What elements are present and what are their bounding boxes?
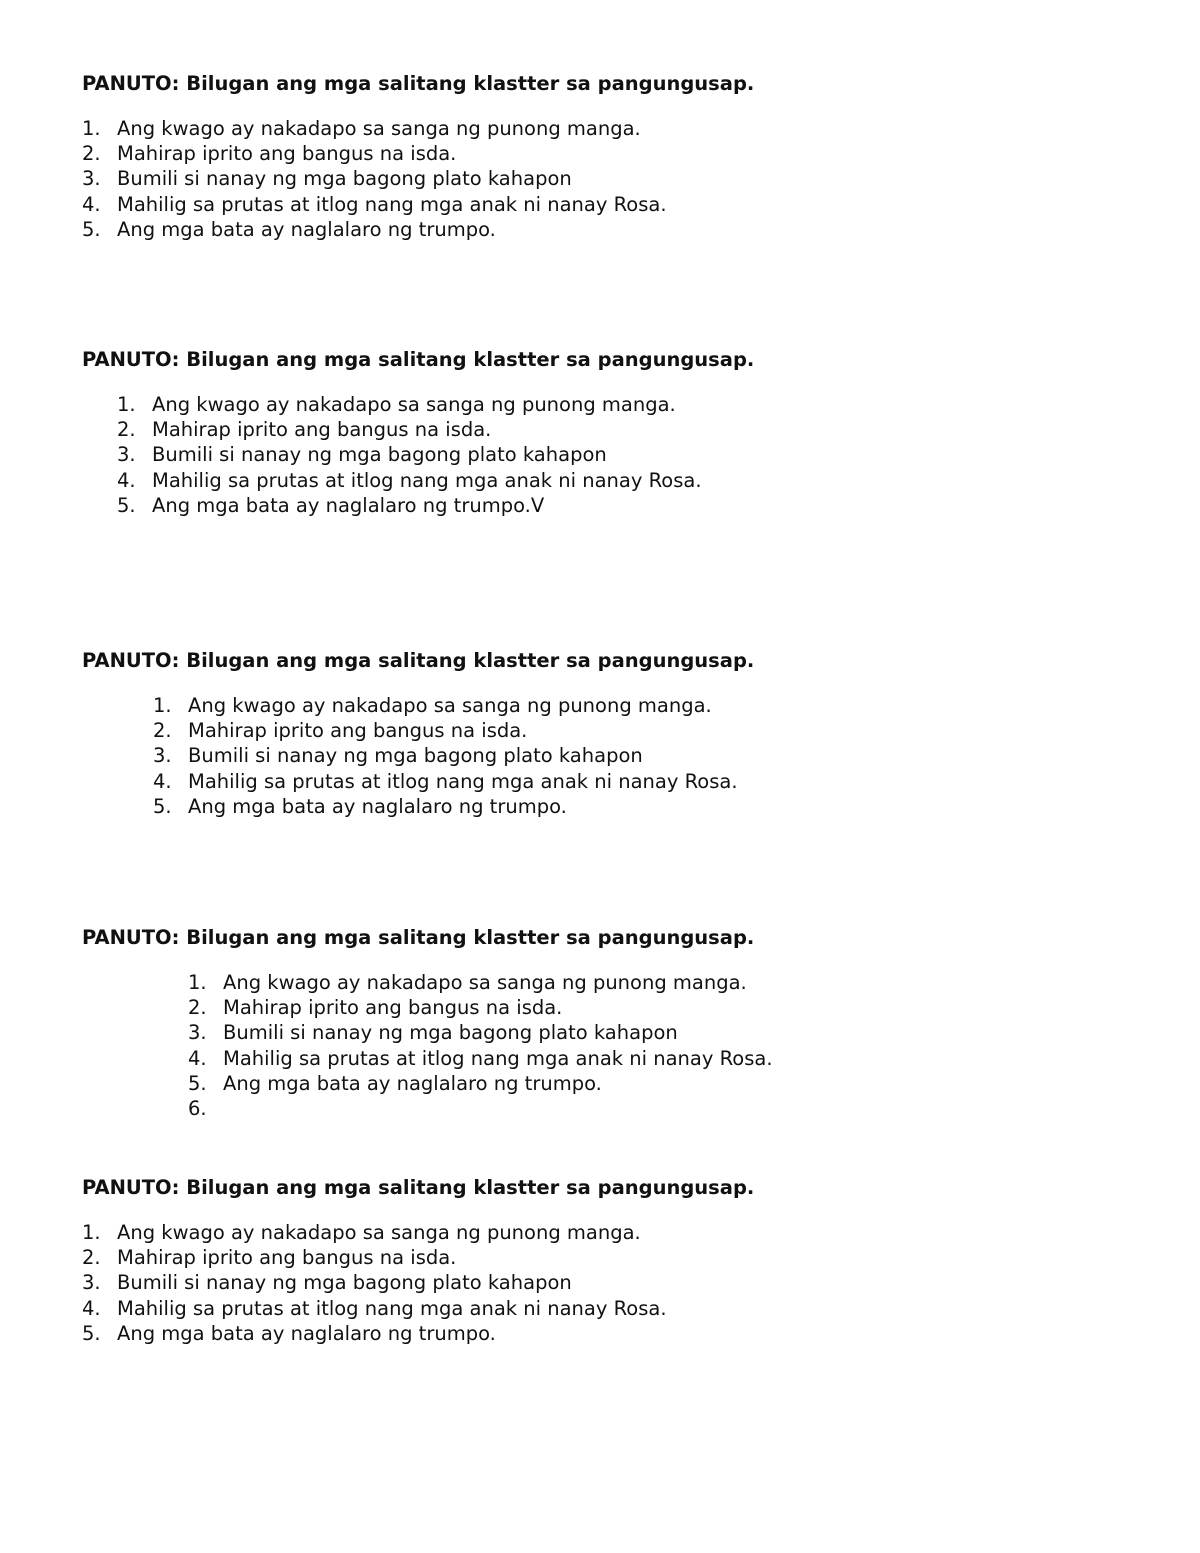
item-text: Mahirap iprito ang bangus na isda.: [188, 719, 528, 743]
item-number: 1.: [188, 971, 207, 994]
item-number: 5.: [82, 1321, 101, 1345]
sentence-list: [82, 1220, 667, 1346]
item-text: Ang kwago ay nakadapo sa sanga ng punong manga.: [188, 694, 712, 717]
item-text: Bumili si nanay ng mga bagong plato kahapon: [117, 167, 572, 191]
list-item: [188, 1046, 773, 1071]
sentence-list: [188, 970, 773, 1121]
item-number: 3.: [153, 744, 172, 768]
item-number: 3.: [82, 167, 101, 191]
item-number: 1.: [82, 1221, 101, 1244]
list-item: [188, 995, 773, 1020]
item-text: Bumili si nanay ng mga bagong plato kahapon: [188, 744, 643, 768]
item-text: Ang mga bata ay naglalaro ng trumpo.: [223, 1071, 602, 1095]
item-text: Bumili si nanay ng mga bagong plato kahapon: [117, 1271, 572, 1295]
item-number: 2.: [188, 996, 207, 1020]
worksheet-5: [82, 1176, 1122, 1345]
list-item: [82, 1296, 667, 1321]
item-text: Mahirap iprito ang bangus na isda.: [152, 418, 492, 442]
list-item: [188, 1071, 773, 1096]
item-number: 5.: [188, 1071, 207, 1095]
list-item: [117, 417, 702, 442]
list-item: [82, 166, 667, 191]
item-text: Mahilig sa prutas at itlog nang mga anak ni nanay Rosa.: [117, 1296, 667, 1320]
item-number: 4.: [82, 1296, 101, 1320]
list-item: [117, 468, 702, 493]
item-text: Mahirap iprito ang bangus na isda.: [117, 1246, 457, 1270]
list-item: [82, 141, 667, 166]
list-item: [188, 970, 773, 995]
list-item: [153, 743, 738, 768]
item-number: 2.: [82, 142, 101, 166]
worksheet-heading: PANUTO: Bilugan ang mga salitang klastter sa pangungusap.: [82, 926, 755, 949]
item-text: Ang kwago ay nakadapo sa sanga ng punong manga.: [152, 393, 676, 416]
item-text: Mahirap iprito ang bangus na isda.: [223, 996, 563, 1020]
list-item: [153, 718, 738, 743]
item-number: 2.: [153, 719, 172, 743]
worksheet-heading: PANUTO: Bilugan ang mga salitang klastter sa pangungusap.: [82, 1176, 755, 1199]
item-number: 4.: [153, 769, 172, 793]
item-text: Mahilig sa prutas at itlog nang mga anak ni nanay Rosa.: [152, 468, 702, 492]
item-text: Ang kwago ay nakadapo sa sanga ng punong manga.: [117, 1221, 641, 1244]
worksheet-heading: PANUTO: Bilugan ang mga salitang klastter sa pangungusap.: [82, 649, 755, 672]
sentence-list: [117, 392, 702, 518]
item-number: 3.: [82, 1271, 101, 1295]
item-text: Mahilig sa prutas at itlog nang mga anak ni nanay Rosa.: [117, 192, 667, 216]
item-number: 2.: [117, 418, 136, 442]
item-text: Mahilig sa prutas at itlog nang mga anak ni nanay Rosa.: [223, 1046, 773, 1070]
list-item: [82, 116, 667, 141]
item-text: Ang mga bata ay naglalaro ng trumpo.: [117, 1321, 496, 1345]
list-item: [153, 769, 738, 794]
item-text: Ang kwago ay nakadapo sa sanga ng punong manga.: [223, 971, 747, 994]
item-text: Ang kwago ay nakadapo sa sanga ng punong manga.: [117, 117, 641, 140]
item-number: 5.: [82, 217, 101, 241]
item-text: Ang mga bata ay naglalaro ng trumpo.: [117, 217, 496, 241]
item-text: Bumili si nanay ng mga bagong plato kahapon: [152, 443, 607, 467]
item-number: 2.: [82, 1246, 101, 1270]
list-item: [82, 1321, 667, 1346]
item-number: 3.: [117, 443, 136, 467]
item-number: 1.: [153, 694, 172, 717]
list-item: [153, 794, 738, 819]
item-number: 6.: [188, 1096, 207, 1120]
item-text: Ang mga bata ay naglalaro ng trumpo.V: [152, 493, 545, 517]
item-text: Mahilig sa prutas at itlog nang mga anak ni nanay Rosa.: [188, 769, 738, 793]
list-item: [153, 693, 738, 718]
list-item: [117, 493, 702, 518]
worksheet-heading: PANUTO: Bilugan ang mga salitang klastter sa pangungusap.: [82, 72, 755, 95]
item-number: 3.: [188, 1021, 207, 1045]
list-item: [188, 1096, 773, 1121]
worksheet-2: [82, 348, 1122, 517]
item-number: 5.: [117, 493, 136, 517]
worksheet-3: [82, 649, 1122, 818]
worksheet-1: [82, 72, 1122, 241]
item-number: 4.: [188, 1046, 207, 1070]
item-number: 5.: [153, 794, 172, 818]
list-item: [82, 1270, 667, 1295]
item-number: 4.: [117, 468, 136, 492]
list-item: [82, 192, 667, 217]
item-number: 1.: [82, 117, 101, 140]
list-item: [82, 1245, 667, 1270]
item-text: Ang mga bata ay naglalaro ng trumpo.: [188, 794, 567, 818]
list-item: [117, 442, 702, 467]
list-item: [82, 1220, 667, 1245]
list-item: [188, 1020, 773, 1045]
worksheet-4: [82, 926, 1122, 1120]
item-number: 1.: [117, 393, 136, 416]
item-text: Mahirap iprito ang bangus na isda.: [117, 142, 457, 166]
sentence-list: [82, 116, 667, 242]
item-text: Bumili si nanay ng mga bagong plato kahapon: [223, 1021, 678, 1045]
list-item: [117, 392, 702, 417]
list-item: [82, 217, 667, 242]
item-number: 4.: [82, 192, 101, 216]
sentence-list: [153, 693, 738, 819]
worksheet-heading: PANUTO: Bilugan ang mga salitang klastter sa pangungusap.: [82, 348, 755, 371]
